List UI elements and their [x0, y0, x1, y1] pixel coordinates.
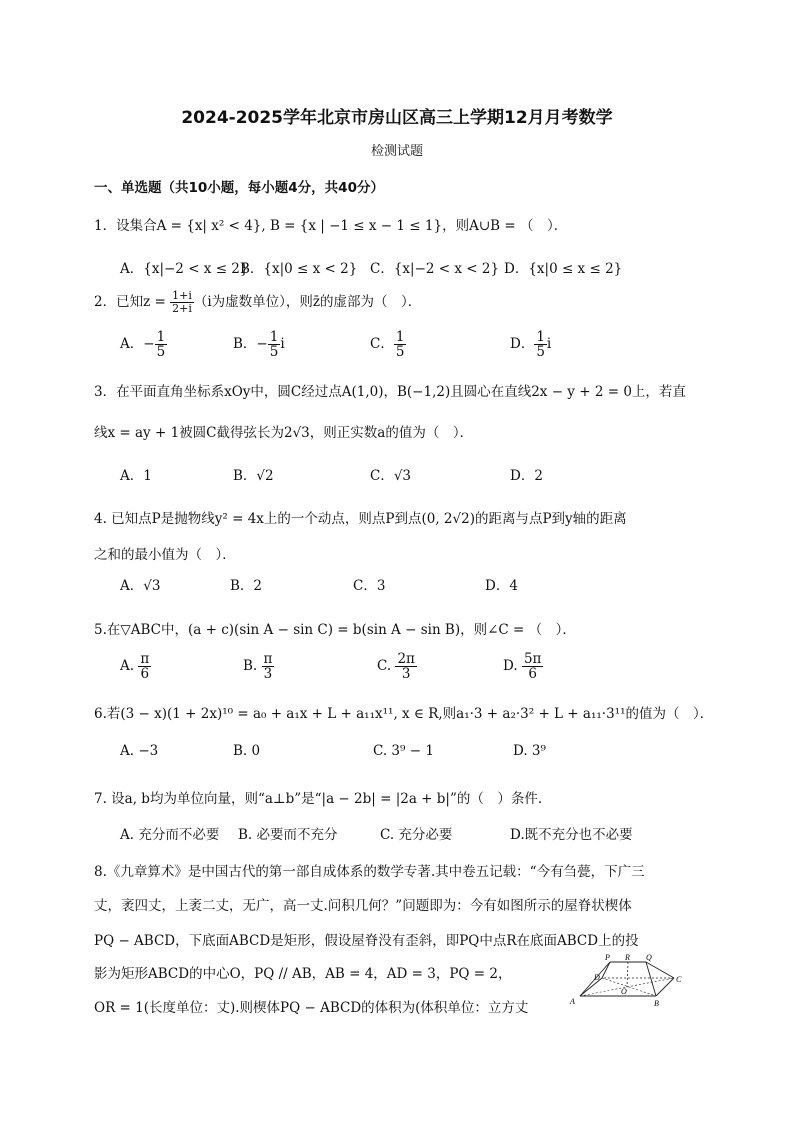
- q1-option-d: D．{x|0 ≤ x ≤ 2}: [504, 261, 623, 277]
- q5-option-c: C. $\frac{2\pi}{3}$: [377, 651, 415, 683]
- wedge-figure: [566, 952, 690, 1012]
- q4-option-b: B．2: [230, 578, 263, 594]
- question-4-options: [120, 574, 680, 594]
- question-7-options: [120, 823, 680, 843]
- question-5-stem: 5.在▽ABC中，(a + c)(sin A − sin C) = b(sin A − sin B)，则∠C = （ ）．: [94, 622, 576, 638]
- label-p: P: [605, 953, 610, 962]
- q2-option-d: D． $\frac{1}{5}$ i: [510, 329, 552, 361]
- question-3-options: [120, 464, 680, 484]
- page-title: 2024-2025学年北京市房山区高三上学期12月月考数学: [181, 108, 613, 128]
- question-4-line-2: 之和的最小值为（ ）．: [94, 547, 236, 563]
- q6-option-d: D. 3⁹: [513, 743, 546, 759]
- question-1-options: [120, 257, 680, 277]
- q3-option-a: A．1: [120, 468, 152, 484]
- label-c: C: [676, 975, 682, 984]
- q1-option-a: A．{x|−2 < x ≤ 2}: [120, 261, 249, 277]
- q3-option-b: B．√2: [233, 468, 274, 484]
- q2-fraction: $\frac{1+i}{2+i}$: [172, 289, 192, 315]
- question-8-line-2: 丈，袤四丈，上袤二丈，无广，高一丈.问积几何？”问题即为：今有如图所示的屋脊状楔体: [94, 898, 632, 914]
- label-q: Q: [646, 953, 652, 962]
- q6-option-c: C. 3⁹ − 1: [373, 743, 434, 759]
- question-3-line-1: 3．在平面直角坐标系xOy中，圆C经过点A(1,0)，B(−1,2)且圆心在直线2x − y + 2 = 0上，若直: [94, 384, 686, 400]
- label-b: B: [654, 999, 659, 1008]
- page-subtitle: 检测试题: [370, 144, 423, 159]
- q1-option-b: B．{x|0 ≤ x < 2}: [240, 261, 358, 277]
- question-8-line-1: 8.《九章算术》是中国古代的第一部自成体系的数学专著.其中卷五记载：“今有刍甍，下广三: [94, 864, 645, 880]
- question-2-options: [120, 330, 680, 370]
- question-8-line-3: PQ − ABCD，下底面ABCD是矩形，假设屋脊没有歪斜，即PQ中点R在底面ABCD上的投: [94, 933, 639, 949]
- question-7-stem: 7. 设a, b均为单位向量，则“a⊥b”是“|a − 2b| = |2a + b|”的（ ）条件.: [94, 791, 543, 807]
- q1-option-c: C．{x|−2 < x < 2}: [370, 261, 500, 277]
- diagonal-db: [602, 978, 656, 996]
- question-5-options: [120, 652, 680, 692]
- q4-option-a: A．√3: [120, 578, 161, 594]
- q5-option-a: A. $\frac{\pi}{6}$: [120, 651, 150, 683]
- question-8-line-4: 影为矩形ABCD的中心O，PQ // AB，AB = 4，AD = 3，PQ = 2，: [94, 966, 512, 982]
- q4-option-d: D．4: [485, 578, 518, 594]
- label-r: R: [625, 953, 630, 962]
- q3-option-d: D．2: [510, 468, 543, 484]
- section-heading-single-choice: 一、单选题（共10小题，每小题4分，共40分）: [94, 180, 384, 196]
- label-a: A: [570, 997, 575, 1006]
- question-3-line-2: 线x = ay + 1被圆C截得弦长为2√3，则正实数a的值为（ ）．: [94, 425, 474, 441]
- q7-option-b: B. 必要而不充分: [238, 827, 338, 843]
- q2-option-b: B．− $\frac{1}{5}$ i: [233, 329, 285, 361]
- label-o: O: [621, 987, 627, 996]
- q7-option-a: A. 充分而不必要: [120, 827, 220, 843]
- q5-option-d: D. $\frac{5\pi}{6}$: [503, 651, 542, 683]
- label-d: D: [594, 973, 600, 982]
- question-6-options: [120, 743, 680, 763]
- question-8-line-5: OR = 1(长度单位：丈).则楔体PQ − ABCD的体积为(体积单位：立方丈: [94, 1000, 529, 1016]
- q7-option-d: D.既不充分也不必要: [510, 827, 633, 843]
- question-6-stem: 6.若(3 − x)(1 + 2x)¹⁰ = a₀ + a₁x + L + a₁₁x¹¹, x ∈ R,则a₁·3 + a₂·3² + L + a₁₁·3¹¹的值为（ ）．: [94, 706, 714, 722]
- q2-option-c: C． $\frac{1}{5}$: [370, 329, 405, 361]
- q6-option-a: A. −3: [120, 743, 159, 759]
- q3-option-c: C．√3: [370, 468, 412, 484]
- q7-option-c: C. 充分必要: [380, 827, 453, 843]
- segment-ro: [627, 962, 628, 987]
- q6-option-b: B. 0: [233, 743, 261, 759]
- q2-option-a: A．− $\frac{1}{5}$: [120, 329, 166, 361]
- question-1-stem: 1．设集合A = {x| x² < 4}, B = {x | −1 ≤ x − 1 ≤ 1}，则A∪B = （ ）．: [94, 218, 568, 234]
- q4-option-c: C．3: [353, 578, 386, 594]
- q5-option-b: B. $\frac{\pi}{3}$: [243, 651, 273, 683]
- question-2-stem: 2．已知z = $\frac{1+i}{2+i}$ （i为虚数单位），则z̄的虚部为（ ）．: [94, 289, 422, 315]
- question-4-line-1: 4. 已知点P是抛物线y² = 4x上的一个动点，则点P到点(0, 2√2)的距离与点P到y轴的距离: [94, 511, 627, 527]
